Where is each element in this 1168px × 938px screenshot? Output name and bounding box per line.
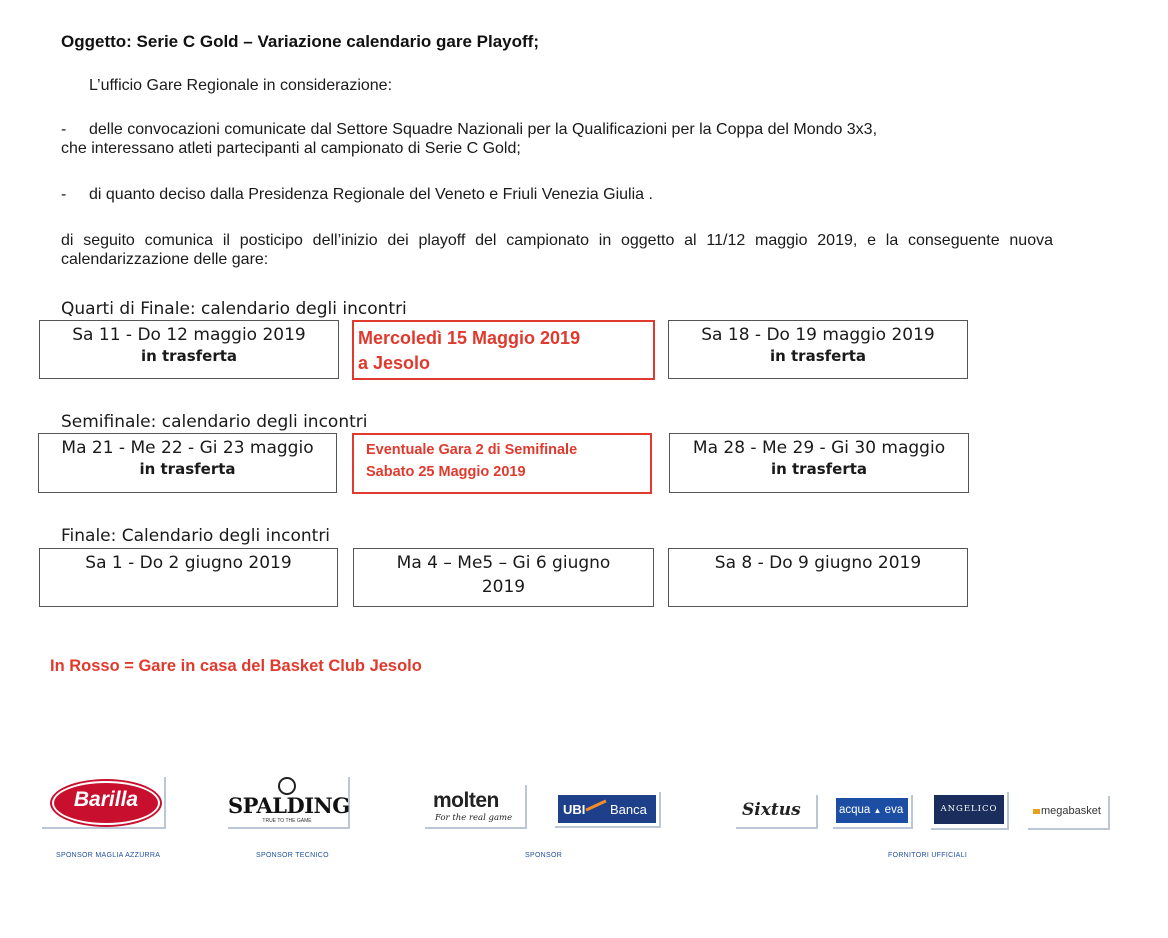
game-date: Ma 21 - Me 22 - Gi 23 maggio [61, 438, 314, 458]
game-year: 2019 [481, 577, 526, 597]
bullet1-line1: delle convocazioni comunicate dal Settore Squadre Nazionali per la Qualificazioni per la Coppa del Mondo 3x3, [89, 121, 878, 138]
game-date: Sa 8 - Do 9 giugno 2019 [714, 553, 922, 573]
ubi-banca-logo: UBI Banca [555, 792, 663, 830]
barilla-logo: Barilla [42, 777, 167, 831]
megabasket-logo: megabasket [1028, 796, 1112, 832]
game-date: Sa 1 - Do 2 giugno 2019 [85, 553, 292, 573]
game-date: Sa 18 - Do 19 maggio 2019 [701, 325, 935, 345]
game-date: Ma 28 - Me 29 - Gi 30 maggio [692, 438, 946, 458]
game-description: Eventuale Gara 2 di Semifinale [366, 442, 578, 458]
semi-game2-home-box [352, 433, 652, 494]
game-place: in trasferta [139, 460, 236, 478]
finale-title: Finale: Calendario degli incontri [61, 526, 331, 546]
sixtus-logo: Sixtus [736, 795, 820, 831]
finale-game1-box [39, 548, 338, 607]
game-place: in trasferta [770, 460, 868, 478]
spalding-logo: SPALDING TRUE TO THE GAME [228, 777, 352, 831]
semi-game3-box [669, 433, 969, 493]
intro-paragraph: L’ufficio Gare Regionale in considerazione: [89, 77, 393, 94]
semi-game1-box [38, 433, 337, 493]
sponsor-label-sponsor: SPONSOR [525, 852, 563, 859]
quarti-game2-home-box [352, 320, 655, 380]
semi-title: Semifinale: calendario degli incontri [61, 412, 368, 432]
sponsor-label-tecnico: SPONSOR TECNICO [256, 852, 329, 859]
bullet1-line2: che interessano atleti partecipanti al campionato di Serie C Gold; [61, 140, 521, 157]
subject-line: Oggetto: Serie C Gold – Variazione calendario gare Playoff; [61, 32, 540, 51]
finale-game3-box [668, 548, 968, 607]
game-date: Ma 4 – Me5 – Gi 6 giugno [396, 553, 611, 573]
quarti-game3-box [668, 320, 968, 379]
game-date: Mercoledì 15 Maggio 2019 [358, 328, 581, 348]
game-place: in trasferta [769, 347, 867, 365]
game-place: a Jesolo [358, 353, 431, 373]
drop-icon: ▲ [873, 806, 882, 815]
finale-game2-box [353, 548, 654, 607]
bullet-mark: - [61, 186, 67, 203]
bar-icon [1033, 809, 1040, 814]
quarti-game1-box [39, 320, 339, 379]
bullet-presidenza: di quanto deciso dalla Presidenza Regionale del Veneto e Friuli Venezia Giulia . [89, 186, 653, 203]
conclusion-paragraph: di seguito comunica il posticipo dell’inizio dei playoff del campionato in oggetto al 11/12 maggio 2019, e la conseguente nuova calendarizzazione delle gare: [61, 232, 1053, 268]
molten-logo: molten For the real game [425, 785, 529, 831]
game-place: in trasferta [140, 347, 238, 365]
bullet-mark: - [61, 121, 67, 138]
acqua-eva-logo: acqua ▲ eva [833, 795, 915, 831]
home-games-legend: In Rosso = Gare in casa del Basket Club Jesolo [50, 657, 422, 675]
sponsor-label-fornitori: FORNITORI UFFICIALI [888, 852, 968, 859]
game-date: Sabato 25 Maggio 2019 [366, 464, 526, 480]
bullet-convocazioni [61, 120, 1061, 158]
sponsor-label-maglia: SPONSOR MAGLIA AZZURRA [56, 852, 161, 859]
quarti-title: Quarti di Finale: calendario degli incontri [61, 299, 407, 319]
game-date: Sa 11 - Do 12 maggio 2019 [72, 325, 306, 345]
angelico-logo: ANGELICO [931, 792, 1011, 832]
